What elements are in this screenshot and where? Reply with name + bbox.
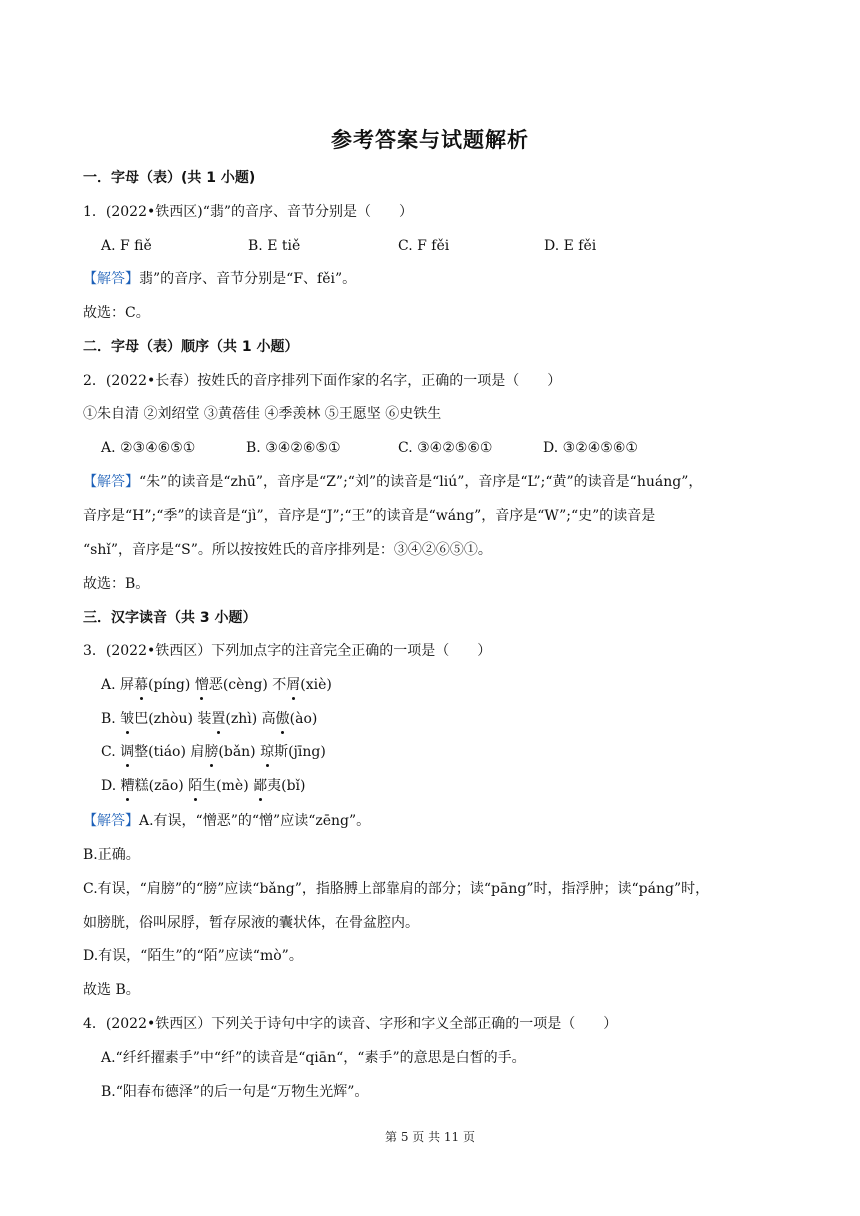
- answer-tag: 【解答】: [83, 474, 139, 490]
- answer-3-choice: 故选 B。: [83, 982, 140, 998]
- answer-1: [83, 269, 356, 289]
- answer-tag: 【解答】: [83, 271, 139, 287]
- question-2-stem: 2．(2022•长春）按姓氏的音序排列下面作家的名字，正确的一项是（ ）: [83, 373, 562, 389]
- option-a: A. F fiě: [101, 238, 152, 254]
- answer-2-line-2: 音序是“H”;“季”的读音是“jì”，音序是“J”;“王”的读音是“wáng”，音序是“W”;“史”的读音是: [83, 508, 656, 524]
- question-3-option-d: D. 糟糕(zāo) 陌生(mè) 鄙夷(bǐ): [101, 778, 306, 794]
- answer-text: A.有误，“憎恶”的“憎”应读“zēng”。: [139, 813, 371, 829]
- answer-text: “朱”的读音是“zhū”，音序是“Z”;“刘”的读音是“liú”，音序是“L”;“黄”的读音是“huáng”，: [139, 474, 703, 490]
- section-heading-1: 一．字母（表）(共 1 小题): [83, 170, 256, 186]
- question-4-option-a: A.“纤纤擢素手”中“纤”的读音是“qiān“，“素手”的意思是白皙的手。: [101, 1050, 526, 1066]
- answer-3-a: [83, 811, 370, 831]
- option-a: A. ②③④⑥⑤①: [101, 440, 196, 456]
- question-1-stem: 1．(2022•铁西区)“翡”的音序、音节分别是（ ）: [83, 204, 414, 220]
- option-d: D. ③②④⑤⑥①: [543, 440, 638, 456]
- question-2-options: [101, 438, 701, 458]
- option-c: C. ③④②⑤⑥①: [398, 440, 493, 456]
- answer-tag: 【解答】: [83, 813, 139, 829]
- option-b: B. ③④②⑥⑤①: [246, 440, 341, 456]
- option-c: C. F fěi: [398, 238, 450, 254]
- question-3-option-c: C. 调整(tiáo) 肩膀(bǎn) 琼斯(jīng): [101, 744, 326, 760]
- question-1-options: [101, 236, 701, 256]
- answer-2-choice: 故选：B。: [83, 576, 150, 592]
- option-d: D. E fěi: [544, 238, 597, 254]
- page-title: 参考答案与试题解析: [331, 128, 529, 152]
- question-2-names: ①朱自清 ②刘绍堂 ③黄蓓佳 ④季羡林 ⑤王愿坚 ⑥史铁生: [83, 406, 442, 422]
- question-3-option-a: A. 屏幕(píng) 憎恶(cèng) 不屑(xiè): [101, 677, 332, 693]
- question-3-option-b: B. 皱巴(zhòu) 装置(zhì) 高傲(ào): [101, 711, 318, 727]
- question-4-stem: 4．(2022•铁西区）下列关于诗句中字的读音、字形和字义全部正确的一项是（ ）: [83, 1016, 618, 1032]
- section-heading-3: 三．汉字读音（共 3 小题）: [83, 610, 257, 626]
- answer-3-c-line-2: 如膀胱，俗叫尿脬，暂存尿液的囊状体，在骨盆腔内。: [83, 915, 419, 931]
- page-footer: 第 5 页 共 11 页: [385, 1130, 475, 1144]
- answer-text: 翡”的音序、音节分别是“F、fěi”。: [139, 271, 357, 287]
- answer-2-line-1: [83, 472, 702, 492]
- section-heading-2: 二．字母（表）顺序（共 1 小题）: [83, 339, 299, 355]
- answer-1-choice: 故选：C。: [83, 305, 150, 321]
- option-b: B. E tiě: [248, 238, 301, 254]
- answer-3-d: D.有误，“陌生”的“陌”应读“mò”。: [83, 948, 303, 964]
- answer-2-line-3: “shǐ”，音序是“S”。所以按按姓氏的音序排列是：③④②⑥⑤①。: [83, 542, 492, 558]
- question-3-stem: 3．(2022•铁西区）下列加点字的注音完全正确的一项是（ ）: [83, 643, 492, 659]
- answer-3-b: B.正确。: [83, 847, 140, 863]
- question-4-option-b: B.“阳春布德泽”的后一句是“万物生光辉”。: [101, 1084, 369, 1100]
- answer-3-c-line-1: C.有误，“肩膀”的“膀”应读“bǎng”，指胳膊上部靠肩的部分；读“pāng”时，指浮肿；读“páng”时，: [83, 881, 710, 897]
